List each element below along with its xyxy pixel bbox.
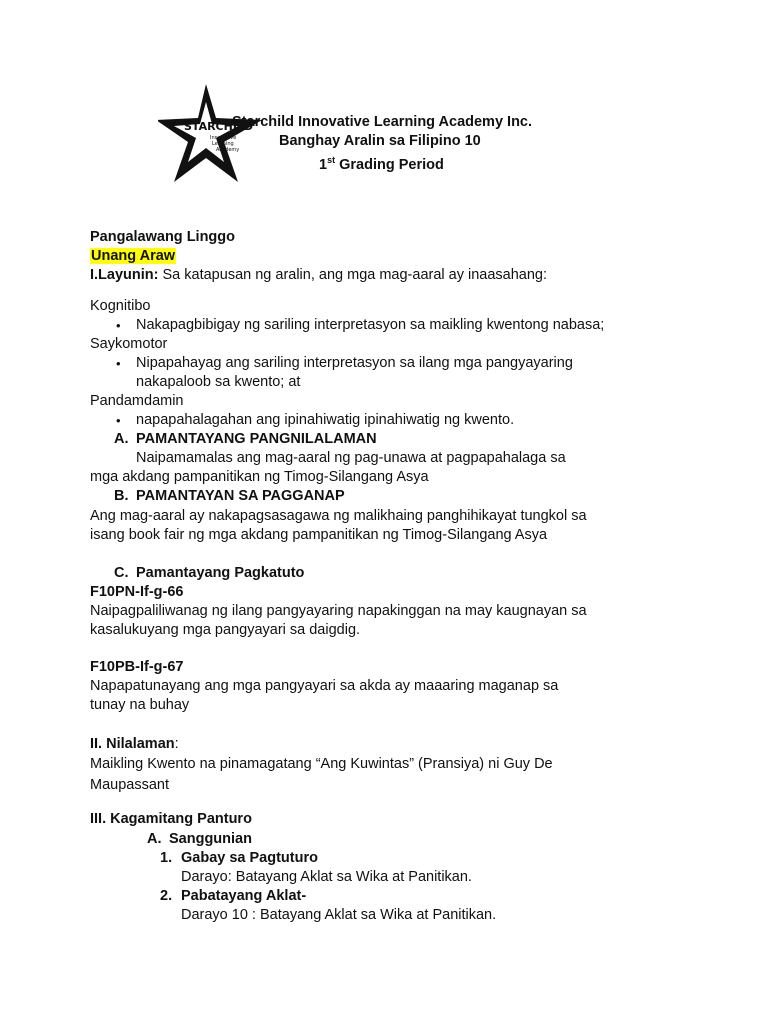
bullet-icon: • <box>116 318 121 333</box>
school-logo <box>158 82 268 184</box>
kognitibo-heading: Kognitibo <box>90 298 151 314</box>
grading-number: 1 <box>319 156 328 173</box>
competency-1-line2: kasalukuyang mga pangyayari sa daigdig. <box>90 622 361 638</box>
competency-2-line1: Napapatunayang ang mga pangyayari sa akda ay maaaring maganap sa <box>90 678 559 694</box>
pamantayan-b-line2: isang book fair ng mga akdang pampanitikan ng Timog-Silangang Asya <box>90 527 548 543</box>
school-name: Starchild Innovative Learning Academy Inc. <box>232 114 533 130</box>
bullet-icon: • <box>116 413 121 428</box>
pamantayan-a-line1: Naipamamalas ang mag-aaral ng pag-unawa at pagpapahalaga sa <box>136 450 566 466</box>
saykomotor-heading: Saykomotor <box>90 336 168 352</box>
saykomotor-item-line2: nakapaloob sa kwento; at <box>136 374 301 390</box>
pandamdamin-heading: Pandamdamin <box>90 393 184 409</box>
competency-2-line2: tunay na buhay <box>90 697 190 713</box>
pandamdamin-item: napapahalagahan ang ipinahiwatig ipinahiwatig ng kwento. <box>136 412 515 428</box>
pamantayan-b-line1: Ang mag-aaral ay nakapagsasagawa ng malikhaing panghihikayat tungkol sa <box>90 508 587 524</box>
nilalaman-label: II. Nilalaman <box>90 736 175 752</box>
item-1-title: Gabay sa Pagtuturo <box>181 850 318 866</box>
nilalaman-line1: Maikling Kwento na pinamagatang “Ang Kuwintas” (Pransiya) ni Guy De <box>90 756 553 772</box>
grading-period <box>319 151 444 175</box>
item-1-text: Darayo: Batayang Aklat sa Wika at Panitikan. <box>181 869 472 885</box>
logo-sub-1: Innovative <box>210 135 237 141</box>
logo-sub-2: Learning <box>212 141 234 147</box>
week-title: Pangalawang Linggo <box>90 229 236 245</box>
item-1-number: 1. <box>160 850 173 866</box>
subject-title: Banghay Aralin sa Filipino 10 <box>279 133 481 149</box>
kagamitan-heading: III. Kagamitang Panturo <box>90 811 252 827</box>
sanggunian-marker: A. <box>147 831 162 847</box>
day-highlight: Unang Araw <box>91 248 176 264</box>
competency-code-2: F10PB-If-g-67 <box>90 659 184 675</box>
pamantayan-a-line2: mga akdang pampanitikan ng Timog-Silangang Asya <box>90 469 429 485</box>
competency-1-line1: Naipagpaliliwanag ng ilang pangyayaring napakinggan na may kaugnayan sa <box>90 603 587 619</box>
item-2-text: Darayo 10 : Batayang Aklat sa Wika at Panitikan. <box>181 907 497 923</box>
pamantayan-a-marker: A. <box>114 431 129 447</box>
bullet-icon: • <box>116 356 121 371</box>
logo-text: STARCHILD <box>184 120 254 133</box>
item-2-title: Pabatayang Aklat- <box>181 888 307 904</box>
day-title <box>90 247 176 266</box>
item-2-number: 2. <box>160 888 173 904</box>
pamantayan-b-marker: B. <box>114 488 129 504</box>
layunin-line <box>90 266 547 285</box>
nilalaman-colon: : <box>174 736 179 752</box>
grading-text: Grading Period <box>335 156 444 173</box>
nilalaman-line2: Maupassant <box>90 777 169 793</box>
grading-sup: st <box>327 155 336 165</box>
pamantayan-b-title: PAMANTAYAN SA PAGGANAP <box>136 488 345 504</box>
logo-sub-3: Academy <box>216 147 240 153</box>
kognitibo-item: Nakapagbibigay ng sariling interpretasyon sa maikling kwentong nabasa; <box>136 317 605 333</box>
pamantayan-c-marker: C. <box>114 565 129 581</box>
sanggunian-title: Sanggunian <box>169 831 252 847</box>
layunin-text: Sa katapusan ng aralin, ang mga mag-aaral ay inaasahang: <box>158 267 548 283</box>
pamantayan-a-title: PAMANTAYANG PANGNILALAMAN <box>136 431 377 447</box>
nilalaman-heading <box>90 735 179 754</box>
saykomotor-item-line1: Nipapahayag ang sariling interpretasyon sa ilang mga pangyayaring <box>136 355 573 371</box>
layunin-label: I.Layunin: <box>90 267 159 283</box>
pamantayan-c-title: Pamantayang Pagkatuto <box>136 565 305 581</box>
competency-code-1: F10PN-If-g-66 <box>90 584 184 600</box>
